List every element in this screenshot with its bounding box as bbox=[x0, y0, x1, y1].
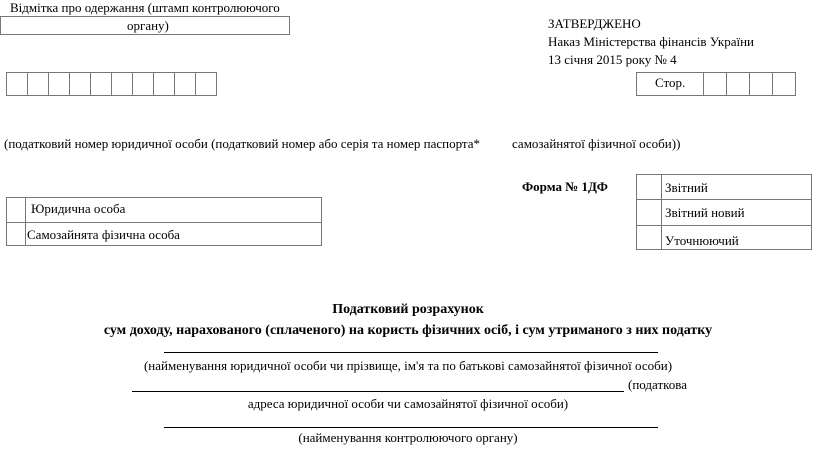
report-type-checkbox[interactable] bbox=[637, 175, 662, 199]
tax-id-cell[interactable] bbox=[175, 73, 196, 95]
authority-field-line[interactable] bbox=[164, 427, 658, 428]
page-number-cell[interactable] bbox=[750, 73, 773, 95]
report-type-row bbox=[637, 175, 811, 200]
address-field-caption-a: (податкова bbox=[628, 377, 688, 392]
report-type-row bbox=[637, 199, 811, 226]
report-type-label: Уточнюючий bbox=[665, 233, 739, 248]
tax-id-cell[interactable] bbox=[91, 73, 112, 95]
authority-field-caption: (найменування контролюючого органу) bbox=[298, 430, 518, 445]
stamp-label-line2: органу) bbox=[127, 18, 169, 33]
tax-id-cell[interactable] bbox=[196, 73, 217, 95]
entity-checkbox[interactable] bbox=[7, 198, 26, 222]
entity-option-label: Самозайнята фізична особа bbox=[27, 227, 180, 242]
page-number-cell[interactable] bbox=[773, 73, 796, 95]
entity-type-box bbox=[6, 197, 322, 246]
tax-id-cell[interactable] bbox=[28, 73, 49, 95]
approved-order: Наказ Міністерства фінансів України bbox=[548, 34, 754, 49]
name-field-caption: (найменування юридичної особи чи прізвище, ім'я та по батькові самозайнятої фізичної особи) bbox=[143, 358, 673, 373]
stamp-box bbox=[0, 16, 290, 35]
report-type-label: Звітний bbox=[665, 180, 708, 195]
page-number-grid bbox=[636, 72, 796, 96]
stamp-label-line1: Відмітка про одержання (штамп контролюючого bbox=[10, 0, 280, 15]
report-type-label: Звітний новий bbox=[665, 205, 745, 220]
approved-title: ЗАТВЕРДЖЕНО bbox=[548, 16, 641, 31]
report-type-checkbox[interactable] bbox=[637, 199, 662, 225]
tax-id-cell[interactable] bbox=[133, 73, 154, 95]
tax-id-cell[interactable] bbox=[70, 73, 91, 95]
ids-caption-right: самозайнятої фізичної особи)) bbox=[512, 136, 681, 151]
entity-option-row bbox=[7, 222, 321, 245]
heading-title: Податковий розрахунок bbox=[332, 302, 484, 317]
tax-id-cell[interactable] bbox=[112, 73, 133, 95]
entity-checkbox[interactable] bbox=[7, 222, 26, 245]
address-field-caption-b: адреса юридичної особи чи самозайнятої фізичної особи) bbox=[247, 396, 569, 411]
tax-id-grid bbox=[6, 72, 217, 96]
entity-option-row bbox=[7, 198, 321, 223]
tax-id-cell[interactable] bbox=[49, 73, 70, 95]
page-label-cell bbox=[637, 73, 704, 95]
report-type-checkbox[interactable] bbox=[637, 225, 662, 249]
tax-id-cell[interactable] bbox=[7, 73, 28, 95]
address-field-line[interactable] bbox=[132, 391, 624, 392]
form-title: Форма № 1ДФ bbox=[522, 179, 608, 194]
heading-subtitle: сум доходу, нарахованого (сплаченого) на користь фізичних осіб, і сум утриманого з них податку bbox=[103, 323, 713, 338]
entity-option-label: Юридична особа bbox=[31, 201, 126, 216]
page-number-cell[interactable] bbox=[727, 73, 750, 95]
approved-date: 13 січня 2015 року № 4 bbox=[548, 52, 677, 67]
ids-caption-left: (податковий номер юридичної особи (податковий номер або серія та номер паспорта* bbox=[4, 136, 481, 151]
report-type-box bbox=[636, 174, 812, 250]
tax-id-cell[interactable] bbox=[154, 73, 175, 95]
report-type-row bbox=[637, 225, 811, 249]
page-number-cell[interactable] bbox=[704, 73, 727, 95]
page-label: Стор. bbox=[655, 75, 686, 90]
name-field-line[interactable] bbox=[164, 352, 658, 353]
